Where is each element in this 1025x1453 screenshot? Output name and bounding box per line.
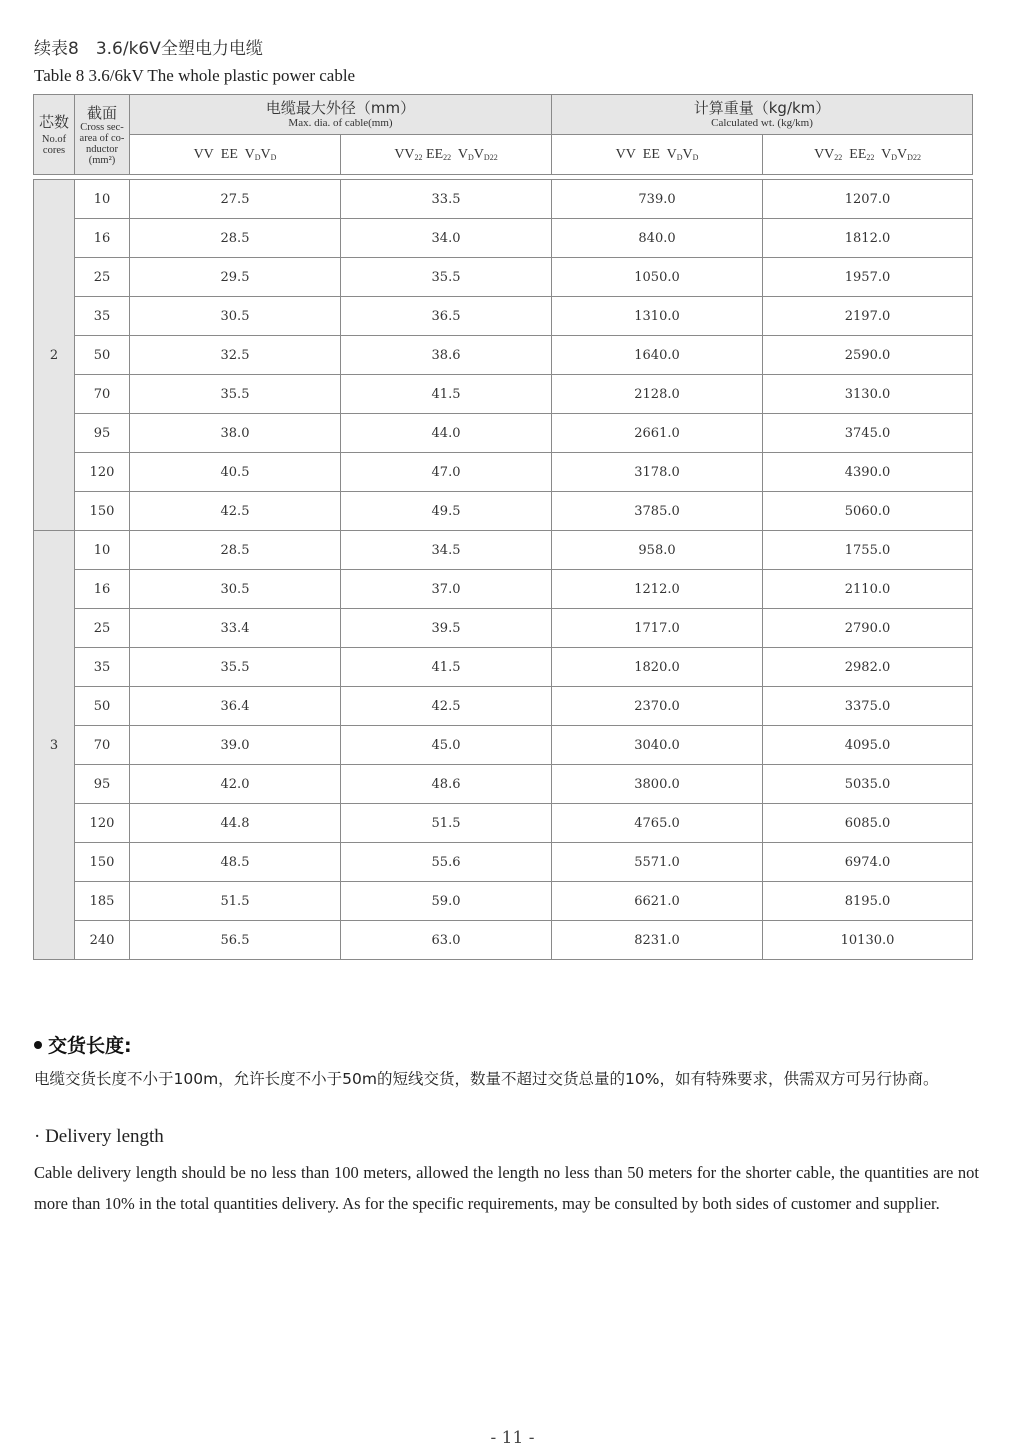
section-cell: 185 xyxy=(75,882,130,921)
section-cell: 35 xyxy=(75,648,130,687)
wt-vv-cell: 5571.0 xyxy=(552,843,763,882)
table-row xyxy=(34,219,973,258)
dia-vv-cell: 40.5 xyxy=(130,453,341,492)
wt-vv-cell: 1310.0 xyxy=(552,297,763,336)
dia-vv22-cell: 41.5 xyxy=(341,648,552,687)
section-cell: 240 xyxy=(75,921,130,960)
wt-vv-cell: 1717.0 xyxy=(552,609,763,648)
wt-vv22-cell: 10130.0 xyxy=(763,921,973,960)
table-row xyxy=(34,180,973,219)
dia-vv-cell: 42.5 xyxy=(130,492,341,531)
bullet-icon xyxy=(34,1041,42,1049)
table-row xyxy=(34,843,973,882)
section-cell: 25 xyxy=(75,609,130,648)
wt-vv22-cell: 6974.0 xyxy=(763,843,973,882)
wt-vv-cell: 1820.0 xyxy=(552,648,763,687)
dia-vv22-cell: 41.5 xyxy=(341,375,552,414)
dia-vv22-cell: 49.5 xyxy=(341,492,552,531)
dia-vv-cell: 35.5 xyxy=(130,648,341,687)
wt-vv-cell: 1640.0 xyxy=(552,336,763,375)
wt-vv-cell: 2661.0 xyxy=(552,414,763,453)
dia-vv-cell: 44.8 xyxy=(130,804,341,843)
dia-vv-cell: 30.5 xyxy=(130,297,341,336)
table-row xyxy=(34,726,973,765)
dia-vv22-cell: 63.0 xyxy=(341,921,552,960)
header-section: 截面 Cross sec-area of co-nductor (mm²) xyxy=(75,95,130,175)
dia-vv22-cell: 55.6 xyxy=(341,843,552,882)
wt-vv-cell: 2128.0 xyxy=(552,375,763,414)
wt-vv-cell: 739.0 xyxy=(552,180,763,219)
section-cell: 95 xyxy=(75,765,130,804)
wt-vv22-cell: 3745.0 xyxy=(763,414,973,453)
cores-cell: 3 xyxy=(34,531,75,960)
wt-vv22-cell: 2982.0 xyxy=(763,648,973,687)
delivery-body-en: Cable delivery length should be no less than 100 meters, allowed the length no less than 50 meters for the shorter cable, the quantities are not more than 10% in the total quantities delivery. As for the specific requirements, may be consulted by both sides of customer and supplier. xyxy=(34,1163,979,1213)
wt-vv22-cell: 1812.0 xyxy=(763,219,973,258)
page-number: - 11 - xyxy=(490,1428,535,1448)
dia-vv-cell: 48.5 xyxy=(130,843,341,882)
table-title-cn: 续表8 3.6/k6V全塑电力电缆 xyxy=(34,39,263,59)
delivery-title-en: · Delivery length xyxy=(34,1126,164,1147)
dia-vv-cell: 39.0 xyxy=(130,726,341,765)
section-cell: 10 xyxy=(75,180,130,219)
wt-vv-cell: 3785.0 xyxy=(552,492,763,531)
table-body xyxy=(34,175,973,960)
wt-vv-cell: 3178.0 xyxy=(552,453,763,492)
table-row xyxy=(34,258,973,297)
section-cell: 50 xyxy=(75,687,130,726)
dia-vv22-cell: 39.5 xyxy=(341,609,552,648)
table-row xyxy=(34,336,973,375)
wt-vv-cell: 6621.0 xyxy=(552,882,763,921)
header-calculated-weight: 计算重量（kg/km） Calculated wt. (kg/km) xyxy=(552,95,973,135)
wt-vv22-cell: 5035.0 xyxy=(763,765,973,804)
table-title-en: Table 8 3.6/6kV The whole plastic power cable xyxy=(34,66,356,85)
dia-vv22-cell: 45.0 xyxy=(341,726,552,765)
section-cell: 70 xyxy=(75,375,130,414)
section-cell: 120 xyxy=(75,804,130,843)
wt-vv22-cell: 2790.0 xyxy=(763,609,973,648)
wt-vv22-cell: 1755.0 xyxy=(763,531,973,570)
section-cell: 150 xyxy=(75,843,130,882)
dia-vv-cell: 56.5 xyxy=(130,921,341,960)
table-row xyxy=(34,531,973,570)
wt-vv22-cell: 3130.0 xyxy=(763,375,973,414)
table-row xyxy=(34,414,973,453)
header-cores: 芯数 No.of cores xyxy=(34,95,75,175)
subheader-dia-vv22: $VV_{22}$ $EE_{22}$ $V_DV_{D22}$ xyxy=(341,135,552,175)
section-cell: 25 xyxy=(75,258,130,297)
cores-cell: 2 xyxy=(34,180,75,531)
wt-vv-cell: 1050.0 xyxy=(552,258,763,297)
dia-vv22-cell: 33.5 xyxy=(341,180,552,219)
table-row xyxy=(34,921,973,960)
subheader-wt-vv: VV EE $V_DV_D$ xyxy=(552,135,763,175)
dia-vv-cell: 51.5 xyxy=(130,882,341,921)
wt-vv22-cell: 2197.0 xyxy=(763,297,973,336)
delivery-title-cn: 交货长度: xyxy=(34,1031,132,1058)
wt-vv22-cell: 1207.0 xyxy=(763,180,973,219)
wt-vv22-cell: 5060.0 xyxy=(763,492,973,531)
dia-vv22-cell: 34.5 xyxy=(341,531,552,570)
table-row xyxy=(34,648,973,687)
table-row xyxy=(34,570,973,609)
table-row xyxy=(34,804,973,843)
wt-vv-cell: 840.0 xyxy=(552,219,763,258)
table-row xyxy=(34,375,973,414)
dia-vv22-cell: 36.5 xyxy=(341,297,552,336)
table-row xyxy=(34,609,973,648)
wt-vv-cell: 3040.0 xyxy=(552,726,763,765)
wt-vv22-cell: 4390.0 xyxy=(763,453,973,492)
dia-vv22-cell: 42.5 xyxy=(341,687,552,726)
dia-vv22-cell: 44.0 xyxy=(341,414,552,453)
dia-vv-cell: 35.5 xyxy=(130,375,341,414)
dia-vv-cell: 30.5 xyxy=(130,570,341,609)
delivery-body-cn: 电缆交货长度不小于100m，允许长度不小于50m的短线交货，数量不超过交货总量的10%，如有特殊要求，供需双方可另行协商。 xyxy=(34,1070,939,1088)
wt-vv-cell: 3800.0 xyxy=(552,765,763,804)
table-row xyxy=(34,492,973,531)
section-cell: 70 xyxy=(75,726,130,765)
wt-vv-cell: 1212.0 xyxy=(552,570,763,609)
section-cell: 150 xyxy=(75,492,130,531)
dia-vv22-cell: 37.0 xyxy=(341,570,552,609)
dia-vv22-cell: 34.0 xyxy=(341,219,552,258)
wt-vv22-cell: 3375.0 xyxy=(763,687,973,726)
dia-vv-cell: 36.4 xyxy=(130,687,341,726)
table-row xyxy=(34,687,973,726)
dia-vv-cell: 32.5 xyxy=(130,336,341,375)
section-cell: 50 xyxy=(75,336,130,375)
wt-vv-cell: 8231.0 xyxy=(552,921,763,960)
dia-vv22-cell: 38.6 xyxy=(341,336,552,375)
wt-vv22-cell: 6085.0 xyxy=(763,804,973,843)
subheader-dia-vv: VV EE $V_DV_D$ xyxy=(130,135,341,175)
dia-vv-cell: 33.4 xyxy=(130,609,341,648)
wt-vv22-cell: 2590.0 xyxy=(763,336,973,375)
section-cell: 35 xyxy=(75,297,130,336)
wt-vv22-cell: 8195.0 xyxy=(763,882,973,921)
dia-vv22-cell: 59.0 xyxy=(341,882,552,921)
dia-vv-cell: 42.0 xyxy=(130,765,341,804)
dia-vv22-cell: 35.5 xyxy=(341,258,552,297)
table-row xyxy=(34,765,973,804)
table-row xyxy=(34,453,973,492)
section-cell: 95 xyxy=(75,414,130,453)
wt-vv-cell: 4765.0 xyxy=(552,804,763,843)
subheader-wt-vv22: $VV_{22}$ $EE_{22}$ $V_DV_{D22}$ xyxy=(763,135,973,175)
table-row xyxy=(34,297,973,336)
cable-spec-table xyxy=(33,94,973,960)
section-cell: 16 xyxy=(75,219,130,258)
wt-vv22-cell: 1957.0 xyxy=(763,258,973,297)
dia-vv22-cell: 51.5 xyxy=(341,804,552,843)
wt-vv22-cell: 2110.0 xyxy=(763,570,973,609)
dia-vv-cell: 27.5 xyxy=(130,180,341,219)
dia-vv-cell: 29.5 xyxy=(130,258,341,297)
wt-vv22-cell: 4095.0 xyxy=(763,726,973,765)
section-cell: 120 xyxy=(75,453,130,492)
section-cell: 10 xyxy=(75,531,130,570)
wt-vv-cell: 2370.0 xyxy=(552,687,763,726)
dia-vv-cell: 38.0 xyxy=(130,414,341,453)
section-cell: 16 xyxy=(75,570,130,609)
table-row xyxy=(34,882,973,921)
dia-vv22-cell: 47.0 xyxy=(341,453,552,492)
wt-vv-cell: 958.0 xyxy=(552,531,763,570)
dia-vv-cell: 28.5 xyxy=(130,531,341,570)
dia-vv-cell: 28.5 xyxy=(130,219,341,258)
header-max-diameter: 电缆最大外径（mm） Max. dia. of cable(mm) xyxy=(130,95,552,135)
dia-vv22-cell: 48.6 xyxy=(341,765,552,804)
